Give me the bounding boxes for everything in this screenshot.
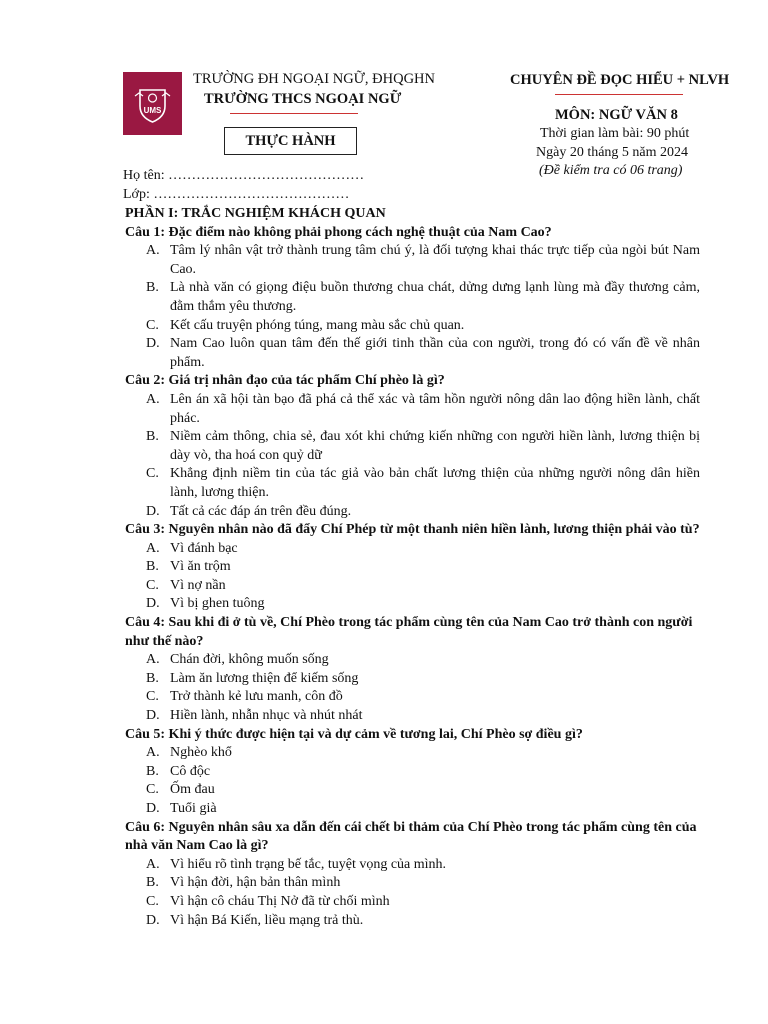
option-letter: B. <box>146 670 159 686</box>
option-text: Là nhà văn có giọng điệu buồn thương chua chát, dửng dưng lạnh lùng mà đầy thương cảm, đằm thắm yêu thương. <box>170 280 700 314</box>
answer-option <box>146 688 700 707</box>
class-field: Lớp: …………………………………… <box>123 187 350 202</box>
option-letter: C. <box>146 317 159 333</box>
answer-option <box>146 707 700 726</box>
option-letter: A. <box>146 652 160 668</box>
name-field: Họ tên: …………………………………… <box>123 168 365 183</box>
option-letter: B. <box>146 559 159 575</box>
school-name: TRƯỜNG THCS NGOẠI NGỮ <box>204 91 402 107</box>
answer-option <box>146 335 700 372</box>
question <box>125 224 700 373</box>
question-text: Câu 6: Nguyên nhân sâu xa dẫn đến cái chết bi thảm của Chí Phèo trong tác phẩm cùng tên của nhà văn Nam Cao là gì? <box>125 819 697 854</box>
question <box>125 726 700 819</box>
option-text: Kết cấu truyện phóng túng, mang màu sắc chủ quan. <box>170 317 465 333</box>
option-text: Trở thành kẻ lưu manh, côn đồ <box>170 689 343 705</box>
answer-option <box>146 874 700 893</box>
option-text: Làm ăn lương thiện để kiếm sống <box>170 670 359 686</box>
option-letter: B. <box>146 280 159 296</box>
option-text: Vì đánh bạc <box>170 540 238 556</box>
question <box>125 372 700 521</box>
part-title: PHẦN I: TRẮC NGHIỆM KHÁCH QUAN <box>125 206 386 221</box>
answer-option <box>146 279 700 316</box>
option-letter: A. <box>146 391 160 407</box>
option-text: Nghèo khổ <box>170 745 232 761</box>
option-letter: C. <box>146 577 159 593</box>
answer-option <box>146 465 700 502</box>
option-letter: A. <box>146 856 160 872</box>
answer-option <box>146 800 700 819</box>
answer-option <box>146 856 700 875</box>
option-letter: D. <box>146 801 160 816</box>
option-text: Cô độc <box>170 763 211 779</box>
option-letter: D. <box>146 708 160 724</box>
answer-option <box>146 912 700 931</box>
divider <box>555 94 683 95</box>
exam-subject: MÔN: NGỮ VĂN 8 <box>555 107 678 123</box>
option-text: Vì hận đời, hận bản thân mình <box>170 875 341 891</box>
option-text: Niềm cảm thông, chia sẻ, đau xót khi chứng kiến những con người hiền lành, lương thiện bị dày vò, tha hoá con quỷ dữ <box>170 429 700 463</box>
option-text: Vì nợ nần <box>170 577 226 593</box>
question-text: Câu 1: Đặc điểm nào không phải phong cách nghệ thuật của Nam Cao? <box>125 224 552 240</box>
answer-option <box>146 391 700 428</box>
option-letter: C. <box>146 466 159 482</box>
option-letter: A. <box>146 540 160 556</box>
question-text: Câu 4: Sau khi đi ở tù về, Chí Phèo trong tác phẩm cùng tên của Nam Cao trở thành con người như thế nào? <box>125 615 693 649</box>
answer-option <box>146 651 700 670</box>
exam-duration: Thời gian làm bài: 90 phút <box>540 126 690 141</box>
exam-date: Ngày 20 tháng 5 năm 2024 <box>536 145 689 160</box>
practice-box: THỰC HÀNH <box>224 127 357 155</box>
option-text: Tuổi già <box>170 801 217 816</box>
question-text: Câu 2: Giá trị nhân đạo của tác phẩm Chí phèo là gì? <box>125 373 445 389</box>
option-text: Vì ăn trộm <box>170 559 231 575</box>
option-letter: C. <box>146 782 159 798</box>
answer-option <box>146 558 700 577</box>
shield-icon <box>123 72 182 135</box>
question-text: Câu 3: Nguyên nhân nào đã đẩy Chí Phép từ một thanh niên hiền lành, lương thiện phải vào tù? <box>125 522 700 538</box>
answer-option <box>146 763 700 782</box>
divider <box>230 113 358 114</box>
option-text: Tất cả các đáp án trên đều đúng. <box>170 503 352 519</box>
logo-label: UMS <box>143 106 162 115</box>
answer-option <box>146 317 700 336</box>
option-text: Vì hận cô cháu Thị Nở đã từ chối mình <box>170 893 390 909</box>
exam-topic: CHUYÊN ĐỀ ĐỌC HIỂU + NLVH <box>510 72 730 88</box>
page-count-note: (Đề kiểm tra có 06 trang) <box>539 163 683 178</box>
option-letter: A. <box>146 745 160 761</box>
option-text: Tâm lý nhân vật trở thành trung tâm chú ý, là đối tượng khai thác trực tiếp của ngòi bút Nam Cao. <box>170 243 700 277</box>
answer-option <box>146 242 700 279</box>
answer-option <box>146 503 700 522</box>
option-letter: D. <box>146 596 160 612</box>
answer-option <box>146 670 700 689</box>
question <box>125 819 700 931</box>
school-logo <box>123 72 182 135</box>
university-name: TRƯỜNG ĐH NGOẠI NGỮ, ĐHQGHN <box>193 71 435 87</box>
option-text: Hiền lành, nhẫn nhục và nhút nhát <box>170 708 363 724</box>
option-letter: C. <box>146 689 159 705</box>
question <box>125 614 700 726</box>
option-text: Vì hiểu rõ tình trạng bế tắc, tuyệt vọng của mình. <box>170 856 447 872</box>
option-text: Vì bị ghen tuông <box>170 596 265 612</box>
answer-option <box>146 595 700 614</box>
option-text: Khẳng định niềm tin của tác giả vào bản chất lương thiện của những người nông dân hiền lành, lương thiện. <box>170 466 700 500</box>
option-text: Lên án xã hội tàn bạo đã phá cả thể xác và tâm hồn người nông dân lao động hiền lành, chất phác. <box>170 391 700 426</box>
option-letter: B. <box>146 763 159 779</box>
option-letter: D. <box>146 336 160 352</box>
option-text: Chán đời, không muốn sống <box>170 652 329 668</box>
option-letter: B. <box>146 875 159 891</box>
question <box>125 521 700 614</box>
answer-option <box>146 781 700 800</box>
option-letter: D. <box>146 912 160 928</box>
answer-option <box>146 428 700 465</box>
answer-option <box>146 577 700 596</box>
option-text: Vì hận Bá Kiến, liều mạng trả thù. <box>170 912 364 928</box>
answer-option <box>146 893 700 912</box>
answer-option <box>146 540 700 559</box>
option-letter: D. <box>146 503 160 519</box>
option-letter: B. <box>146 429 159 445</box>
option-text: Nam Cao luôn quan tâm đến thế giới tinh thần của con người, trong đó có vấn đề về nhân phẩm. <box>170 336 700 370</box>
answer-option <box>146 744 700 763</box>
option-text: Ốm đau <box>170 782 215 798</box>
exam-content <box>125 205 700 930</box>
question-text: Câu 5: Khi ý thức được hiện tại và dự cảm về tương lai, Chí Phèo sợ điều gì? <box>125 726 583 742</box>
option-letter: A. <box>146 243 160 259</box>
option-letter: C. <box>146 893 159 909</box>
